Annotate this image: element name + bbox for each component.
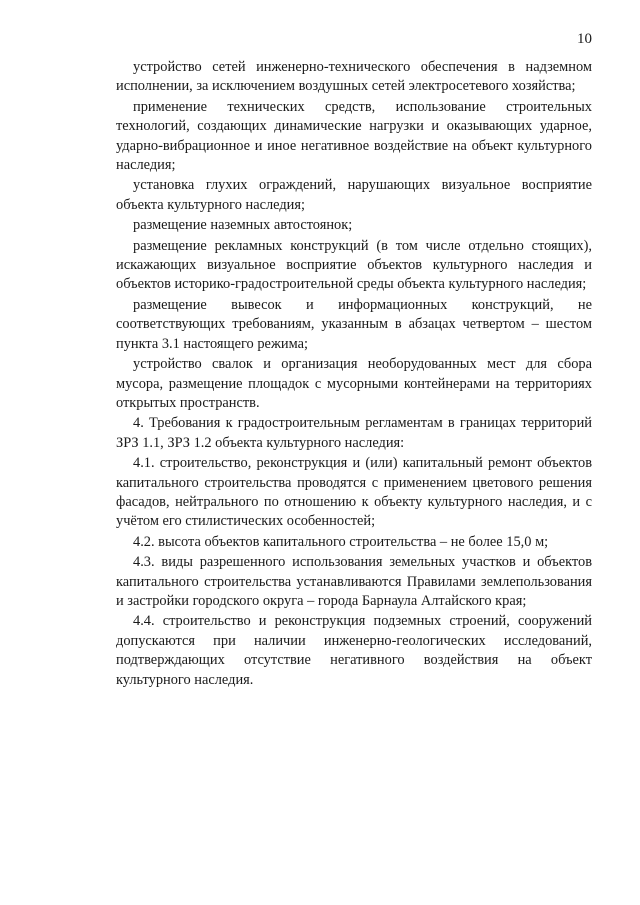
paragraph-2: применение технических средств, использование строительных технологий, создающих динамические нагрузки и оказывающих ударное, ударно-вибрационное и иное негативное воздействие на объект культурного наследия; <box>116 98 592 174</box>
paragraph-10: 4.2. высота объектов капитального строительства – не более 15,0 м; <box>133 533 549 550</box>
paragraph-5: размещение рекламных конструкций (в том числе отдельно стоящих), искажающих визуальное восприятие объектов культурного наследия и объектов историко-градостроительной среды объекта культурного наследия; <box>116 237 592 293</box>
paragraph-8: 4. Требования к градостроительным регламентам в границах территорий ЗРЗ 1.1, ЗРЗ 1.2 объекта культурного наследия: <box>116 415 592 451</box>
paragraph-6: размещение вывесок и информационных конструкций, не соответствующих требованиям, указанным в абзацах четвертом – шестом пункта 3.1 настоящего режима; <box>116 296 592 352</box>
document-body <box>116 58 592 691</box>
page-number: 10 <box>577 31 592 47</box>
paragraph-12: 4.4. строительство и реконструкция подземных строений, сооружений допускаются при наличии инженерно-геологических исследований, подтверждающих отсутствие негативного воздействия на объект культурного наследия. <box>116 613 592 688</box>
paragraph-9: 4.1. строительство, реконструкция и (или) капитальный ремонт объектов капитального строительства проводятся с применением цветового решения фасадов, нейтрального по отношению к объекту культурного наследия, и с учётом его стилистических особенностей; <box>116 455 592 530</box>
paragraph-3: установка глухих ограждений, нарушающих визуальное восприятие объекта культурного наследия; <box>116 177 592 213</box>
paragraph-1: устройство сетей инженерно-технического обеспечения в надземном исполнении, за исключением воздушных сетей электросетевого хозяйства; <box>116 59 592 95</box>
paragraph-4: размещение наземных автостоянок; <box>133 217 353 234</box>
paragraph-7: устройство свалок и организация необорудованных мест для сбора мусора, размещение площадок с мусорными контейнерами на территориях открытых пространств. <box>116 356 592 411</box>
paragraph-11: 4.3. виды разрешенного использования земельных участков и объектов капитального строительства устанавливаются Правилами землепользования и застройки городского округа – города Барнаула Алтайского края; <box>116 554 592 609</box>
